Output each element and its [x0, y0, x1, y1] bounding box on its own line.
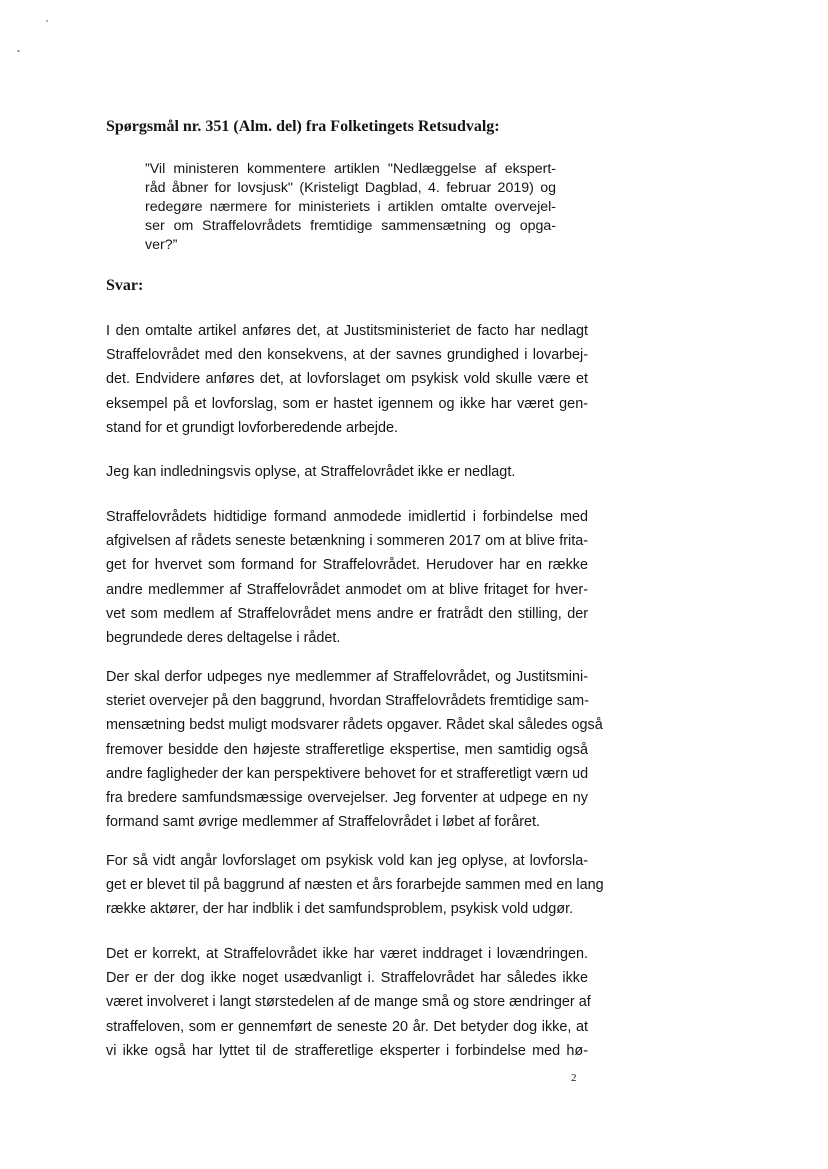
- paragraph-line: stand for et grundigt lovforberedende arbejde.: [106, 419, 399, 436]
- paragraph-line: andre fagligheder der kan perspektivere behovet for et strafferetligt værn ud: [106, 765, 589, 782]
- paragraph-line: eksempel på et lovforslag, som er hastet igennem og ikke har været gen-: [106, 395, 588, 412]
- paragraph-line: afgivelsen af rådets seneste betænkning i sommeren 2017 om at blive frita-: [106, 533, 588, 550]
- quote-line: råd åbner for lovsjusk" (Kristeligt Dagblad, 4. februar 2019) og: [145, 180, 556, 196]
- paragraph-line: vet som medlem af Straffelovrådet mens andre er fratrådt den stilling, der: [106, 605, 588, 622]
- paragraph-line: steriet overvejer på den baggrund, hvordan Straffelovrådets fremtidige sam-: [106, 693, 589, 710]
- paragraph-line: fremover besidde den højeste strafferetlige ekspertise, men samtidig også: [106, 741, 588, 758]
- quote-line: ”Vil ministeren kommentere artiklen "Nedlæggelse af ekspert-: [145, 161, 556, 177]
- quote-line: ser om Straffelovrådets fremtidige sammensætning og opga-: [145, 218, 556, 234]
- answer-paragraph-6: [106, 942, 591, 1063]
- question-quote: [145, 160, 556, 255]
- paragraph-line: formand samt øvrige medlemmer af Straffelovrådet i løbet af foråret.: [106, 814, 541, 831]
- quote-line: redegøre nærmere for ministeriets i artiklen omtalte overvejel-: [145, 199, 556, 215]
- paragraph-line: vi ikke også har lyttet til de strafferetlige eksperter i forbindelse med hø-: [106, 1042, 588, 1059]
- paragraph-line: andre medlemmer af Straffelovrådet anmodet om at blive fritaget for hver-: [106, 581, 588, 598]
- answer-paragraph-1: [106, 319, 588, 440]
- paragraph-line: række aktører, der har indblik i det samfundsproblem, psykisk vold udgør.: [106, 901, 574, 918]
- paragraph-line: Det er korrekt, at Straffelovrådet ikke har været inddraget i lovændringen.: [106, 946, 588, 962]
- paragraph-line: Straffelovrådet med den konsekvens, at der savnes grundighed i lovarbej-: [106, 347, 588, 364]
- question-heading: Spørgsmål nr. 351 (Alm. del) fra Folketingets Retsudvalg:: [106, 118, 500, 135]
- answer-paragraph-2: [106, 460, 588, 484]
- answer-paragraph-3: [106, 505, 588, 650]
- paragraph-line: fra bredere samfundsmæssige overvejelser. Jeg forventer at udpege en ny: [106, 790, 588, 807]
- answer-paragraph-4: [106, 665, 603, 834]
- paragraph-line: Jeg kan indledningsvis oplyse, at Straffelovrådet ikke er nedlagt.: [106, 464, 516, 480]
- paragraph-line: I den omtalte artikel anføres det, at Justitsministeriet de facto har nedlagt: [106, 323, 588, 339]
- scan-speck: [17, 50, 20, 52]
- paragraph-line: mensætning bedst muligt modsvarer rådets opgaver. Rådet skal således også: [106, 717, 603, 734]
- paragraph-line: For så vidt angår lovforslaget om psykisk vold kan jeg oplyse, at lovforsla-: [106, 853, 588, 869]
- quote-line: ver?”: [145, 237, 178, 253]
- paragraph-line: Der skal derfor udpeges nye medlemmer af Straffelovrådet, og Justitsmini-: [106, 669, 588, 685]
- paragraph-line: straffeloven, som er gennemført de seneste 20 år. Det betyder dog ikke, at: [106, 1018, 588, 1035]
- paragraph-line: det. Endvidere anføres det, at lovforslaget om psykisk vold skulle være et: [106, 371, 588, 388]
- paragraph-line: begrundede deres deltagelse i rådet.: [106, 630, 341, 647]
- answer-paragraph-5: [106, 849, 604, 922]
- paragraph-line: været involveret i langt størstedelen af de mange små og store ændringer af: [106, 994, 591, 1011]
- paragraph-line: get for hvervet som formand for Straffelovrådet. Herudover har en række: [106, 557, 588, 574]
- paragraph-line: Der er der dog ikke noget usædvanligt i. Straffelovrådet har således ikke: [106, 970, 588, 987]
- answer-heading: Svar:: [106, 277, 144, 294]
- scan-speck: [46, 20, 48, 22]
- page-number: 2: [571, 1072, 577, 1084]
- paragraph-line: get er blevet til på baggrund af næsten et års forarbejde sammen med en lang: [106, 877, 604, 894]
- paragraph-line: Straffelovrådets hidtidige formand anmodede imidlertid i forbindelse med: [106, 509, 588, 525]
